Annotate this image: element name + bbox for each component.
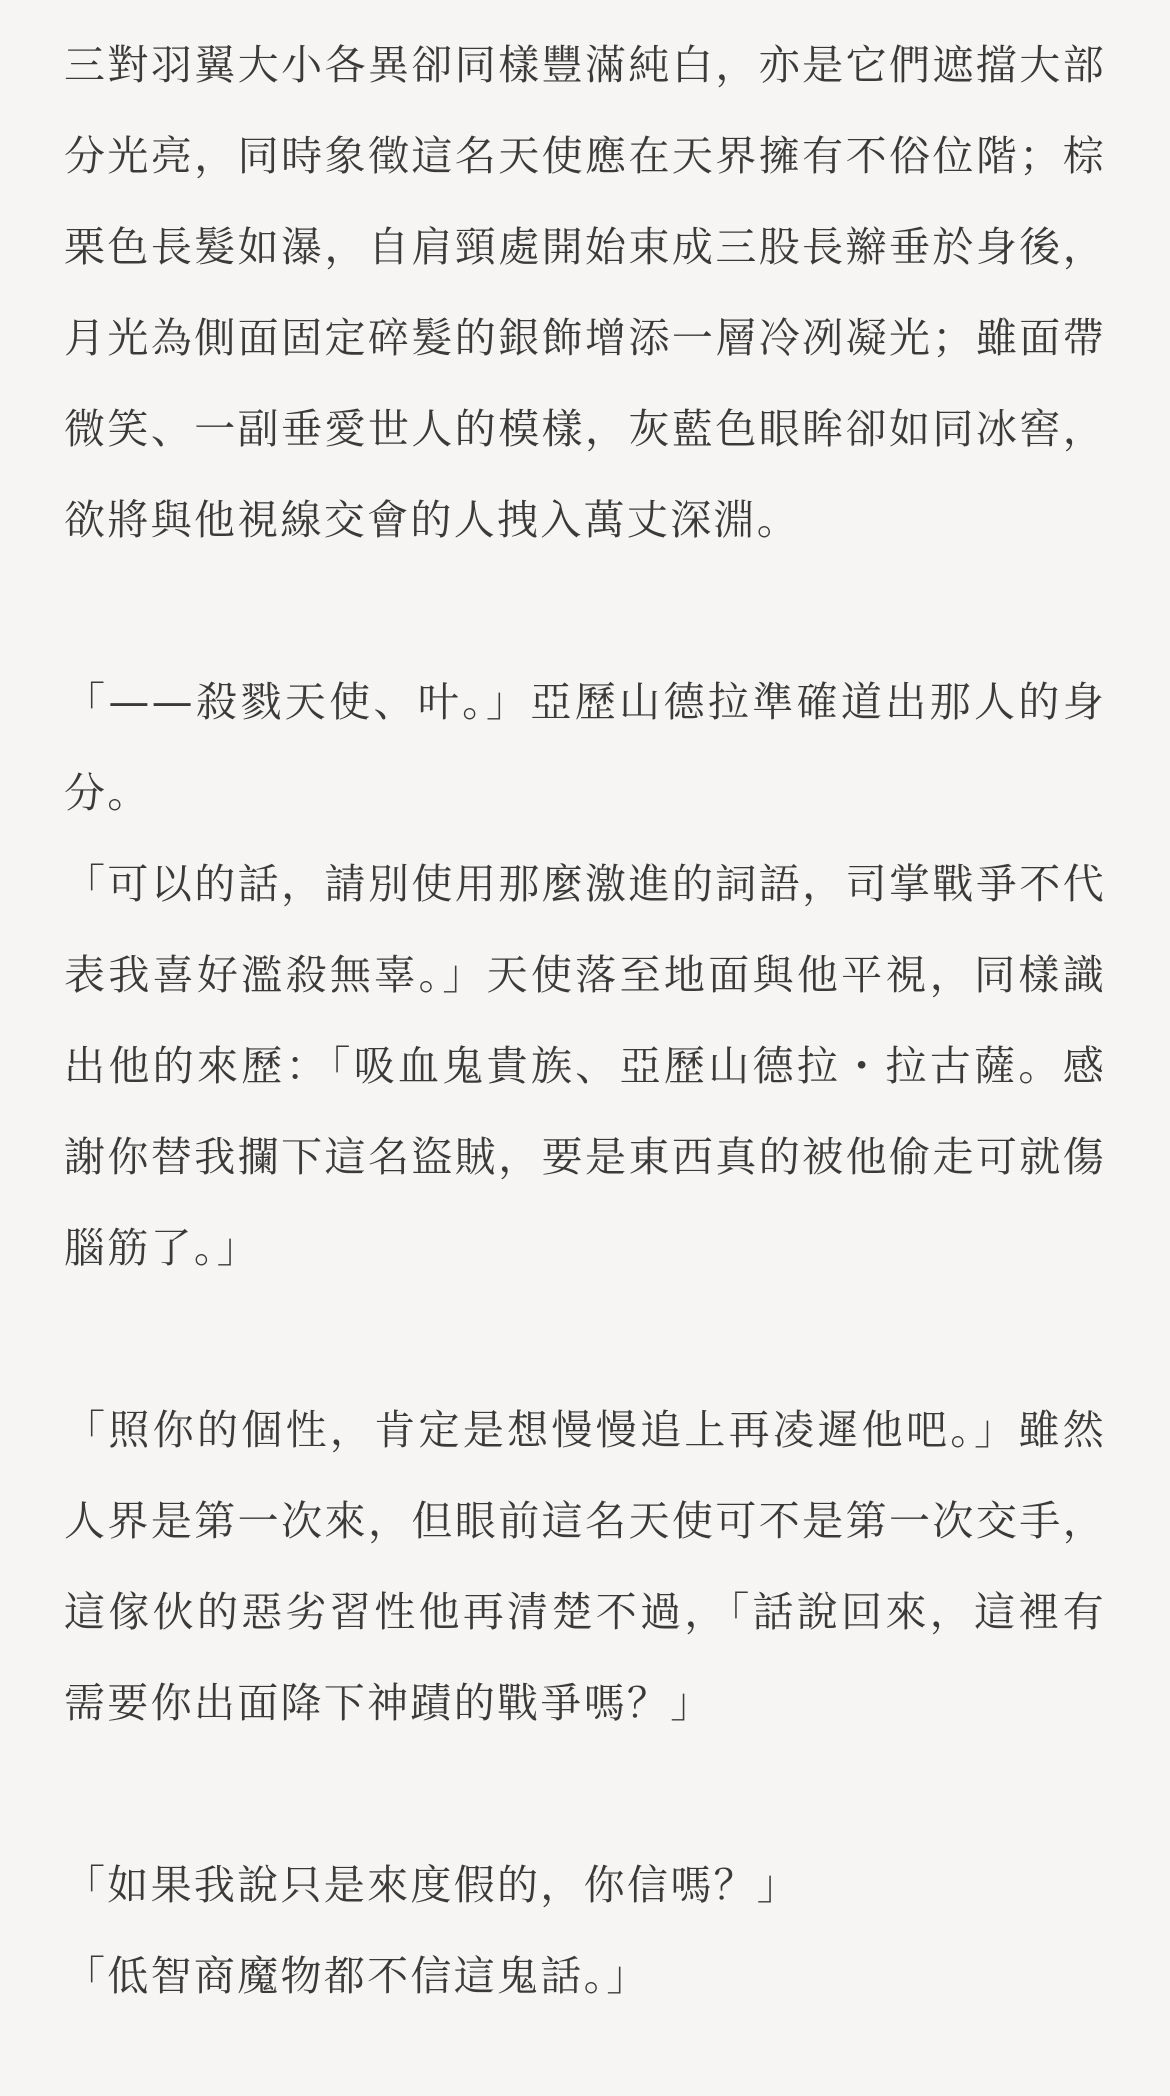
paragraph-dialogue: 「照你的個性，肯定是想慢慢追上再凌遲他吧。」雖然人界是第一次來，但眼前這名天使可不是第一次交手，這傢伙的惡劣習性他再清楚不過，「話說回來，這裡有需要你出面降下神蹟的戰爭嗎？」	[64, 1406, 1106, 1727]
paragraph-description: 三對羽翼大小各異卻同樣豐滿純白，亦是它們遮擋大部分光亮，同時象徵這名天使應在天界擁有不俗位階；棕栗色長髮如瀑，自肩頸處開始束成三股長辮垂於身後，月光為側面固定碎髮的銀飾增添一層冷冽凝光；雖面帶微笑、一副垂愛世人的模樣，灰藍色眼眸卻如同冰窖，欲將與他視線交會的人拽入萬丈深淵。	[64, 41, 1106, 544]
paragraph-gap	[64, 1749, 1106, 1840]
paragraph-dialogue: 「低智商魔物都不信這鬼話。」	[64, 1952, 650, 2000]
paragraph-dialogue: 「如果我說只是來度假的，你信嗎？」	[64, 1861, 801, 1909]
paragraph-dialogue: 「可以的話，請別使用那麼激進的詞語，司掌戰爭不代表我喜好濫殺無辜。」天使落至地面與他平視，同樣識出他的來歷：「吸血鬼貴族、亞歷山德拉・拉古薩。感謝你替我攔下這名盜賊，要是東西真的被他偷走可就傷腦筋了。」	[64, 860, 1106, 1272]
paragraph-gap	[64, 566, 1106, 657]
paragraph-dialogue: 「——殺戮天使、叶。」亞歷山德拉準確道出那人的身分。	[64, 678, 1106, 817]
paragraph-gap	[64, 1294, 1106, 1385]
